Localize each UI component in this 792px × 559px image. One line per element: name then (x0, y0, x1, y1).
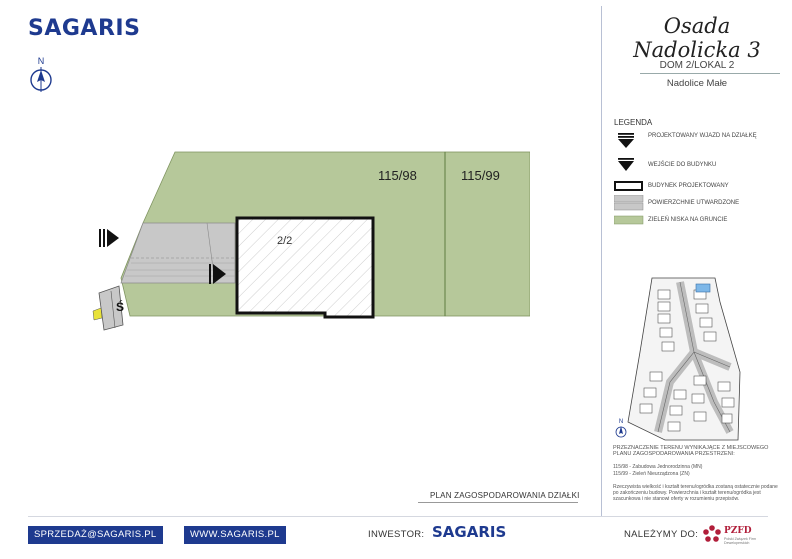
north-compass-icon (28, 56, 54, 92)
unit-divider (640, 73, 780, 74)
projected-building (237, 218, 373, 317)
building-outline-icon (614, 181, 644, 191)
investor-logo: SAGARIS (432, 523, 507, 541)
pzfd-flower-icon (702, 524, 722, 544)
highlighted-unit (696, 284, 710, 292)
paved-swatch (614, 195, 644, 211)
zoning-heading: PRZEZNACZENIE TERENU WYNIKAJĄCE Z MIEJSCOWEGO PLANU ZAGOSPODAROWANIA PRZESTRZENI: (613, 445, 769, 458)
plan-caption: PLAN ZAGOSPODAROWANIA DZIAŁKI (430, 491, 580, 500)
zoning-disclaimer: Rzeczywista wielkość i kształt terenu/ogródka zostaną ostatecznie podane po zakończeniu budowy. Powierzchnia i kształt terenu/ogródka jest szacunkowa i nie stanowi oferty w rozumieniu przepisów. (613, 484, 778, 503)
unit-plan-label: 2/2 (277, 235, 293, 247)
zoning-line-2: 115/99 - Zieleń Nieurządzona (ZN) (613, 471, 690, 477)
legend-title: LEGENDA (614, 118, 653, 127)
footer-divider (28, 516, 768, 517)
bin-marker (93, 308, 102, 320)
email-link[interactable]: SPRZEDAŻ@SAGARIS.PL (28, 526, 163, 544)
legend-label: ZIELEŃ NISKA NA GRUNCIE (648, 217, 728, 223)
site-plan (85, 145, 530, 335)
caption-underline (418, 502, 578, 503)
legend-item-entrance (614, 158, 764, 172)
driveway-arrow-icon (614, 133, 640, 149)
legend-label: PROJEKTOWANY WJAZD NA DZIAŁKĘ (648, 133, 757, 139)
plot-label-115-99: 115/99 (461, 168, 500, 183)
mini-compass-icon (616, 419, 626, 437)
investor-label: INWESTOR: (368, 529, 425, 540)
sagaris-logo: SAGARIS (28, 16, 141, 41)
zoning-line-1: 115/98 - Zabudowa Jednorodzinna (MN) (613, 464, 703, 470)
svg-text:N: N (618, 419, 624, 425)
website-link[interactable]: WWW.SAGARIS.PL (184, 526, 286, 544)
entrance-arrow-icon (614, 158, 640, 172)
legend-item-building (614, 181, 764, 191)
green-swatch (614, 215, 644, 225)
legend-item-paved (614, 195, 764, 211)
compass-label: N (37, 56, 45, 66)
legend-label: WEJŚCIE DO BUDYNKU (648, 162, 717, 168)
plot-label-115-98: 115/98 (378, 168, 417, 183)
legend-label: POWIERZCHNIE UTWARDZONE (648, 200, 740, 206)
unit-label: DOM 2/LOKAL 2 (659, 60, 735, 71)
legend-label: BUDYNEK PROJEKTOWANY (648, 183, 729, 189)
estate-overview-map (610, 272, 750, 444)
pzfd-subtitle: Polski Związek Firm Deweloperskich (724, 537, 756, 545)
pzfd-logo: PZFD (724, 526, 752, 536)
legend-item-driveway (614, 133, 764, 149)
sidebar-divider (601, 6, 602, 516)
member-label: NALEŻYMY DO: (624, 529, 699, 540)
project-title: Osada Nadolicka 3 (633, 14, 761, 62)
legend-item-green (614, 215, 764, 225)
location-label: Nadolice Małe (666, 78, 728, 89)
waste-label: Ś (116, 300, 125, 314)
driveway-arrow-icon (99, 229, 119, 247)
